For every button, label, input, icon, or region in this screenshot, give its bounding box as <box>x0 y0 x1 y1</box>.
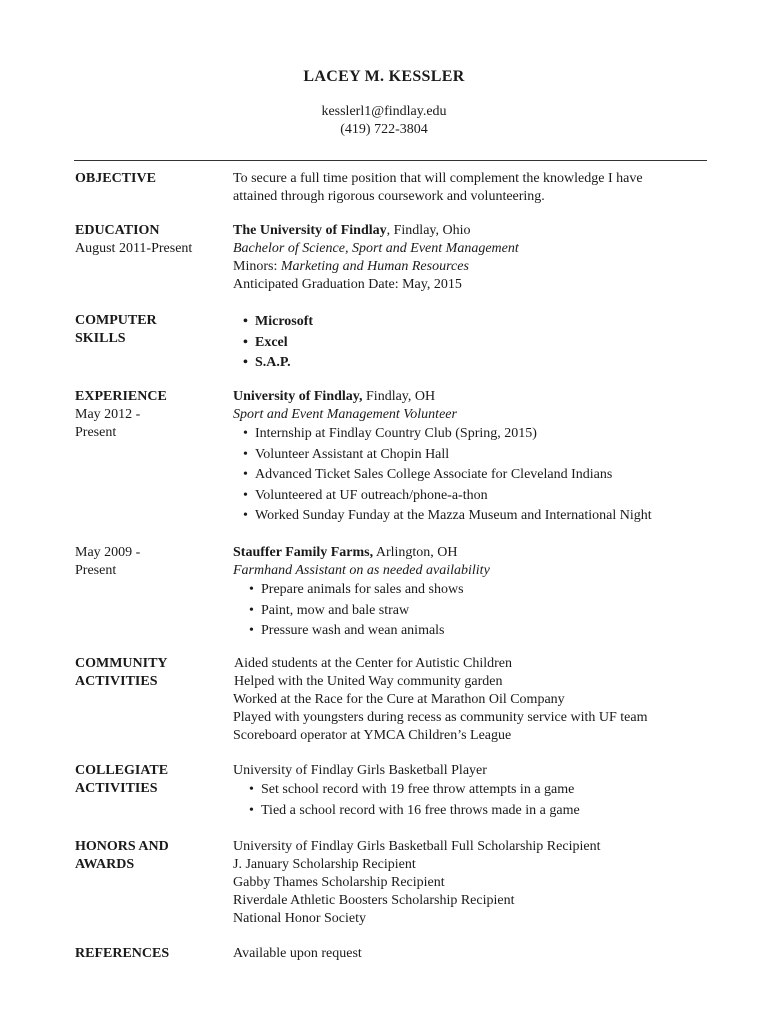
bullet-icon: • <box>243 487 248 503</box>
bullet-icon: • <box>243 508 248 523</box>
job-duty: • Prepare animals for sales and shows <box>249 580 733 601</box>
candidate-name: LACEY M. KESSLER <box>303 68 465 85</box>
skills-heading-line2: SKILLS <box>75 331 126 346</box>
community-item: Played with youngsters during recess as community service with UF team <box>233 710 648 725</box>
job-org: University of Findlay, <box>233 389 363 404</box>
community-item: Helped with the United Way community garden <box>234 674 503 689</box>
skill-item: • Excel <box>243 333 733 354</box>
skills-list <box>243 312 733 374</box>
collegiate-item: • Set school record with 19 free throw attempts in a game <box>249 780 733 801</box>
community-item: Worked at the Race for the Cure at Marathon Oil Company <box>233 692 565 707</box>
skills-heading-line1: COMPUTER <box>75 313 157 328</box>
community-item: Aided students at the Center for Autistic Children <box>234 656 513 671</box>
bullet-icon: • <box>243 467 248 482</box>
honor-item: J. January Scholarship Recipient <box>233 857 416 872</box>
objective-line: attained through rigorous coursework and volunteering. <box>233 189 545 204</box>
honor-item: University of Findlay Girls Basketball Full Scholarship Recipient <box>233 839 601 854</box>
job-duty: • Pressure wash and wean animals <box>249 621 733 642</box>
education-heading: EDUCATION <box>75 223 160 238</box>
collegiate-item: • Tied a school record with 16 free throws made in a game <box>249 801 733 822</box>
school-location: , Findlay, Ohio <box>386 223 471 238</box>
education-dates: August 2011-Present <box>75 241 193 256</box>
bullet-icon: • <box>249 582 254 597</box>
job-dates-start: May 2012 - <box>75 407 141 422</box>
honor-item: Gabby Thames Scholarship Recipient <box>233 875 445 890</box>
job-org: Stauffer Family Farms, <box>233 545 374 560</box>
job-duties-list <box>243 424 733 527</box>
bullet-icon: • <box>249 602 254 618</box>
skill-item: • S.A.P. <box>243 353 733 374</box>
graduation-date: Anticipated Graduation Date: May, 2015 <box>233 277 462 292</box>
job-duty: • Advanced Ticket Sales College Associate for Cleveland Indians <box>243 465 733 486</box>
job-duty: • Worked Sunday Funday at the Mazza Museum and International Night <box>243 506 733 527</box>
references-heading: REFERENCES <box>75 946 170 961</box>
bullet-icon: • <box>243 314 248 329</box>
collegiate-heading-line2: ACTIVITIES <box>75 781 158 796</box>
bullet-icon: • <box>243 446 248 462</box>
job-duty: • Paint, mow and bale straw <box>249 601 733 622</box>
collegiate-list <box>249 780 733 821</box>
honor-item: Riverdale Athletic Boosters Scholarship Recipient <box>233 893 515 908</box>
community-heading-line1: COMMUNITY <box>75 656 168 671</box>
school-name: The University of Findlay <box>233 223 387 238</box>
job-duty: • Volunteer Assistant at Chopin Hall <box>243 445 733 466</box>
honors-heading-line2: AWARDS <box>75 857 135 872</box>
experience-heading: EXPERIENCE <box>75 389 167 404</box>
job-dates-start: May 2009 - <box>75 545 141 560</box>
minors: Marketing and Human Resources <box>280 259 469 274</box>
minors-line <box>233 258 733 276</box>
skill-item: • Microsoft <box>243 312 733 333</box>
bullet-icon: • <box>243 355 248 370</box>
email-address: kesslerl1@findlay.edu <box>321 104 447 119</box>
objective-line: To secure a full time position that will complement the knowledge I have <box>233 171 643 186</box>
header-divider <box>74 160 707 161</box>
job-role: Sport and Event Management Volunteer <box>233 407 457 422</box>
job-duty: • Internship at Findlay Country Club (Spring, 2015) <box>243 424 733 445</box>
job-location: Arlington, OH <box>373 545 458 560</box>
job-org-line <box>233 388 733 406</box>
minors-prefix: Minors: <box>233 259 281 274</box>
references-text: Available upon request <box>233 946 362 961</box>
honors-heading-line1: HONORS AND <box>75 839 169 854</box>
job-dates-end: Present <box>75 425 117 440</box>
bullet-icon: • <box>243 334 248 350</box>
degree: Bachelor of Science, Sport and Event Management <box>233 241 519 256</box>
honor-item: National Honor Society <box>233 911 366 926</box>
job-duties-list <box>249 580 733 642</box>
job-role: Farmhand Assistant on as needed availability <box>233 563 490 578</box>
community-heading-line2: ACTIVITIES <box>75 674 158 689</box>
job-duty: • Volunteered at UF outreach/phone-a-thon <box>243 486 733 507</box>
objective-heading: OBJECTIVE <box>75 171 156 186</box>
bullet-icon: • <box>249 623 254 638</box>
job-location: Findlay, OH <box>362 389 436 404</box>
bullet-icon: • <box>243 426 248 441</box>
job-org-line <box>233 544 733 562</box>
bullet-icon: • <box>249 782 254 797</box>
bullet-icon: • <box>249 802 254 818</box>
community-item: Scoreboard operator at YMCA Children’s League <box>233 728 512 743</box>
collegiate-heading-line1: COLLEGIATE <box>75 763 169 778</box>
school-line <box>233 222 733 240</box>
collegiate-title: University of Findlay Girls Basketball Player <box>233 763 487 778</box>
job-dates-end: Present <box>75 563 117 578</box>
phone-number: (419) 722-3804 <box>340 122 428 137</box>
